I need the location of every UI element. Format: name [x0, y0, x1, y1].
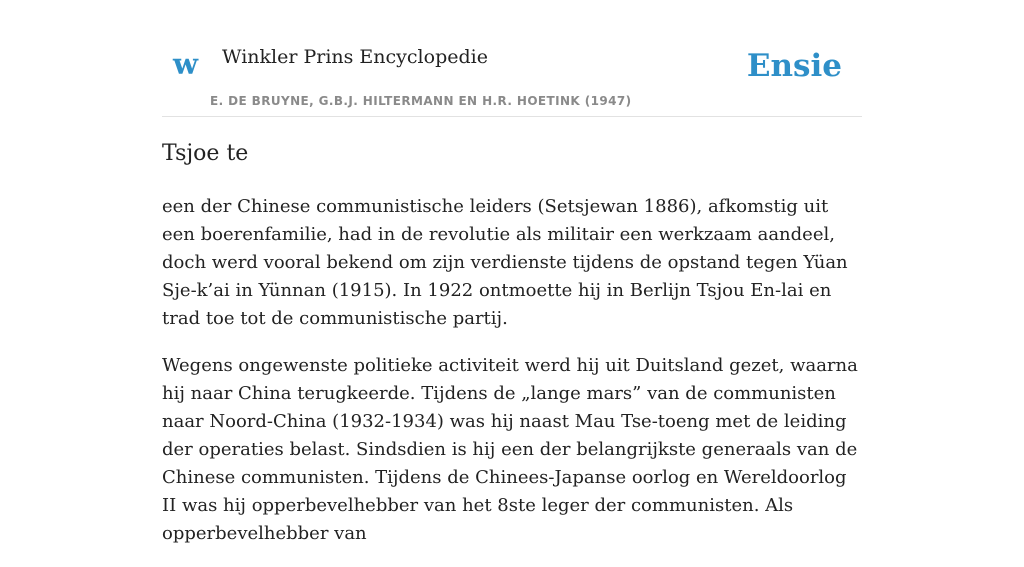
- site-title[interactable]: Winkler Prins Encyclopedie: [222, 46, 488, 68]
- brand-logo[interactable]: Ensie: [746, 48, 842, 84]
- article-paragraph: een der Chinese communistische leiders (Setsjewan 1886), afkomstig uit een boerenfamilie, had in de revolutie als militair een werkzaam aandeel, doch werd vooral bekend om zijn verdienste tijdens de opstand tegen Yüan Sje-k’ai in Yünnan (1915). In 1922 ontmoette hij in Berlijn Tsjou En-lai en trad toe tot de communistische partij.: [162, 196, 848, 329]
- article-body: [162, 193, 862, 567]
- article-paragraph: Wegens ongewenste politieke activiteit werd hij uit Duitsland gezet, waarna hij naar China terugkeerde. Tijdens de „lange mars” van de communisten naar Noord-China (1932-1934) was hij naast Mau Tse-toeng met de leiding der operaties belast. Sindsdien is hij een der belangrijkste generaals van de Chinese communisten. Tijdens de Chinees-Japanse oorlog en Wereldoorlog II was hij opperbevelhebber van het 8ste leger der communisten. Als opperbevelhebber van: [162, 355, 858, 544]
- site-header: [162, 0, 862, 117]
- article-title: Tsjoe te: [162, 141, 249, 166]
- authors-line: E. DE BRUYNE, G.B.J. HILTERMANN EN H.R. HOETINK (1947): [210, 94, 632, 108]
- logo-icon[interactable]: w: [173, 47, 198, 81]
